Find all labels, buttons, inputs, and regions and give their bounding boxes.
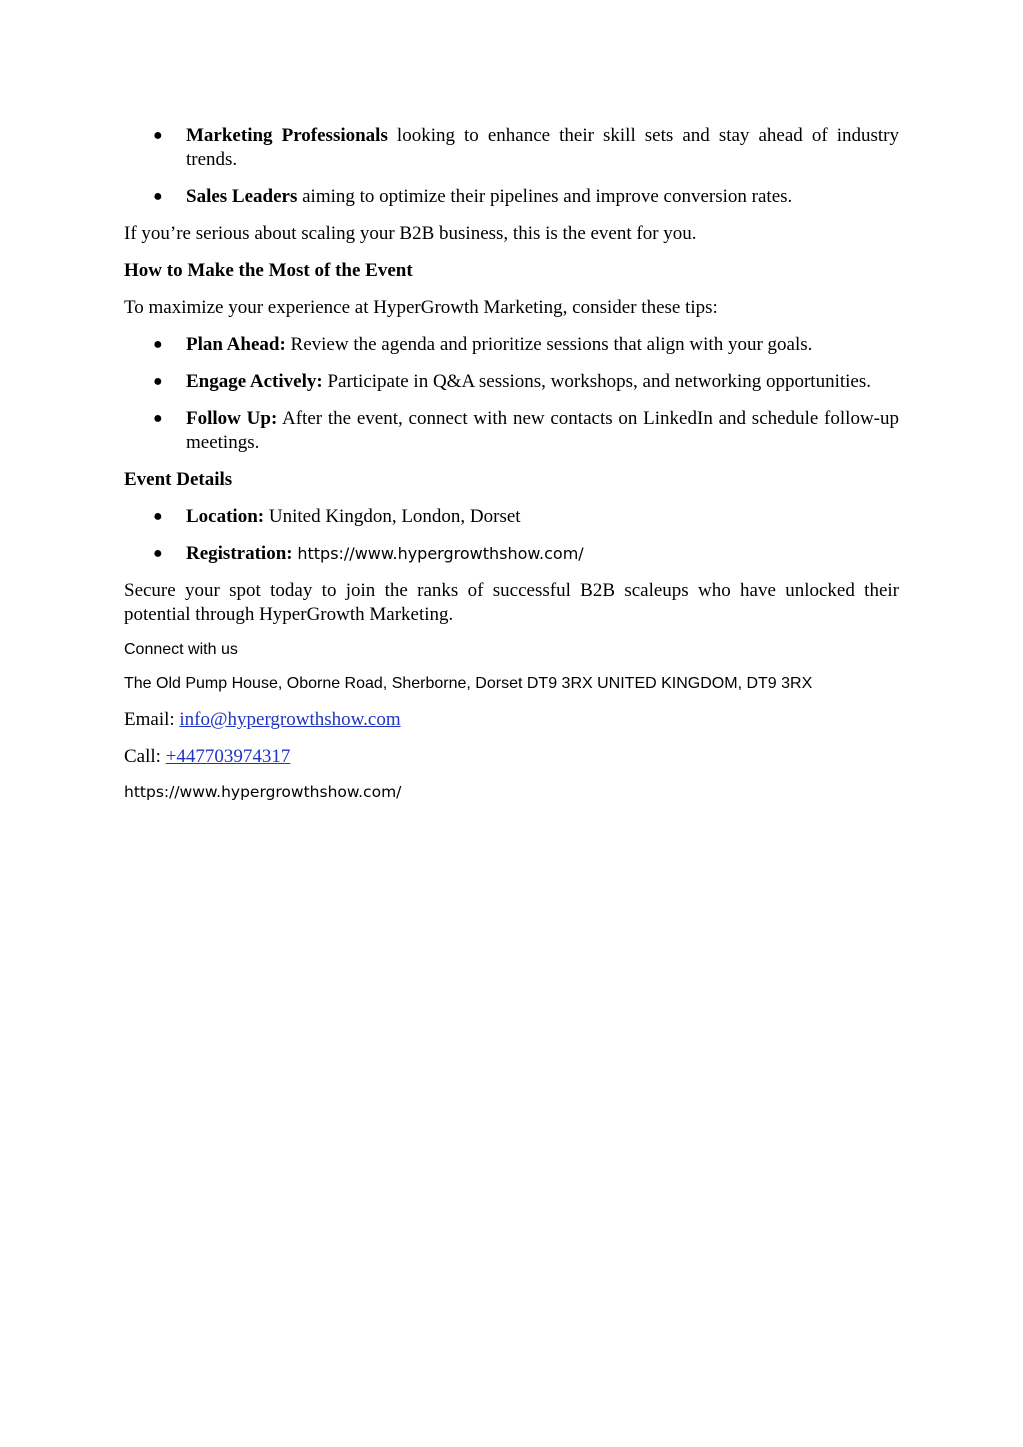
item-text: Review the agenda and prioritize sessions that align with your goals. [285,334,813,355]
item-lead: Engage Actively: [186,371,323,392]
closing-line: If you’re serious about scaling your B2B business, this is the event for you. [124,223,697,244]
item-lead: Plan Ahead: [186,334,286,355]
list-item [124,370,899,394]
tips-intro: To maximize your experience at HyperGrowth Marketing, consider these tips: [124,297,718,318]
contact-heading: Connect with us [124,641,238,658]
item-lead: Marketing Professionals [186,125,388,146]
list-item [124,407,899,455]
item-text: looking to enhance their skill sets and stay ahead of industry trends. [186,125,899,170]
contact-phone [124,745,899,769]
bullet-icon: ● [153,508,163,525]
details-heading: Event Details [124,469,233,490]
item-lead: Sales Leaders [186,186,298,207]
list-item [124,542,899,566]
bullet-icon: ● [153,545,163,562]
list-item [124,505,899,529]
registration-label: Registration: [186,543,293,564]
bullet-icon: ● [153,373,163,390]
list-item [124,185,899,209]
call-label: Call: [124,746,166,767]
email-label: Email: [124,709,180,730]
bullet-icon: ● [153,336,163,353]
phone-link[interactable]: +447703974317 [165,746,291,767]
location-label: Location: [186,506,265,527]
email-link[interactable]: info@hypergrowthshow.com [179,709,401,730]
bullet-icon: ● [153,188,163,205]
item-text: Participate in Q&A sessions, workshops, and networking opportunities. [322,371,871,392]
location-value: United Kingdon, London, Dorset [264,506,521,527]
document-body [124,124,899,802]
bullet-icon: ● [153,127,163,144]
list-item [124,124,899,172]
contact-address: The Old Pump House, Oborne Road, Sherborne, Dorset DT9 3RX UNITED KINGDOM, DT9 3RX [124,675,813,692]
details-list [124,505,899,566]
item-text: After the event, connect with new contacts on LinkedIn and schedule follow-up meetings. [186,408,899,453]
list-item [124,333,899,357]
item-lead: Follow Up: [186,408,278,429]
bullet-icon: ● [153,410,163,427]
audience-list [124,124,899,209]
call-to-action: Secure your spot today to join the ranks of successful B2B scaleups who have unlocked their potential through HyperGrowth Marketing. [124,580,899,625]
registration-url[interactable]: https://www.hypergrowthshow.com/ [297,544,584,563]
tips-list [124,333,899,455]
contact-email [124,708,899,732]
tips-heading: How to Make the Most of the Event [124,260,413,281]
website-url[interactable]: https://www.hypergrowthshow.com/ [124,783,402,801]
item-text: aiming to optimize their pipelines and improve conversion rates. [297,186,793,207]
